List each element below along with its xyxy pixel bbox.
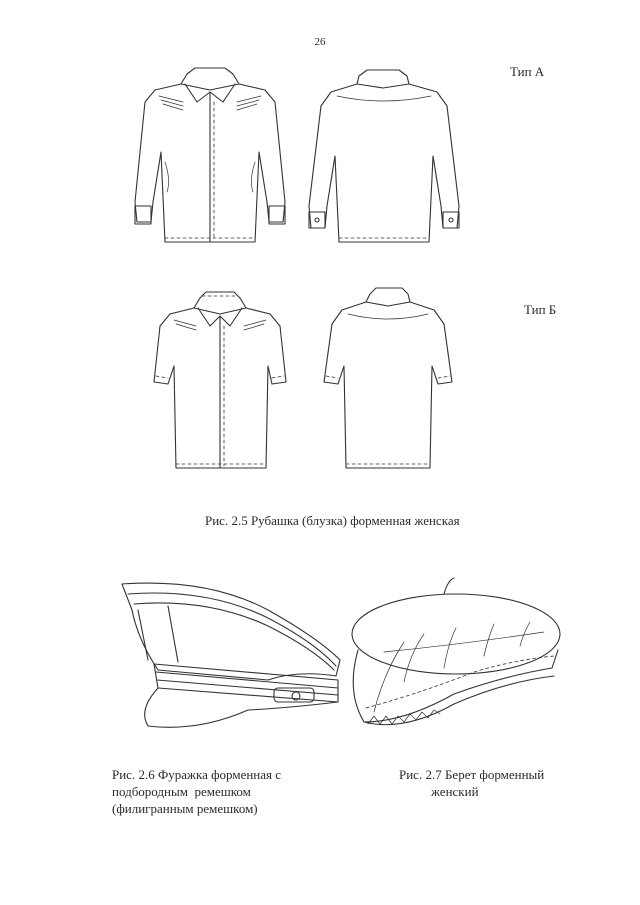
figure-2-7-caption-line: Рис. 2.7 Берет форменный: [399, 767, 545, 782]
figure-2-6-caption-line: Рис. 2.6 Фуражка форменная с: [112, 767, 282, 782]
shirt-type-b-front-drawing: [150, 286, 290, 472]
figure-2-6-caption-line: (филигранным ремешком): [112, 801, 258, 816]
type-a-label: Тип А: [510, 64, 545, 79]
shirt-type-a-front-drawing: [125, 62, 295, 252]
figure-2-6-caption: [112, 766, 281, 817]
page-number: 26: [314, 36, 326, 48]
figure-2-5-caption: Рис. 2.5 Рубашка (блузка) форменная женская: [205, 513, 460, 528]
type-b-label: Тип Б: [524, 302, 557, 317]
cap-drawing: [118, 580, 348, 740]
figure-2-7-caption-line: женский: [431, 784, 479, 799]
beret-drawing: [344, 572, 569, 742]
figure-2-6-caption-line: подбородным ремешком: [112, 784, 251, 799]
figure-2-7-caption: [399, 766, 544, 800]
shirt-type-a-back-drawing: [303, 66, 468, 251]
shirt-type-b-back-drawing: [318, 286, 458, 472]
